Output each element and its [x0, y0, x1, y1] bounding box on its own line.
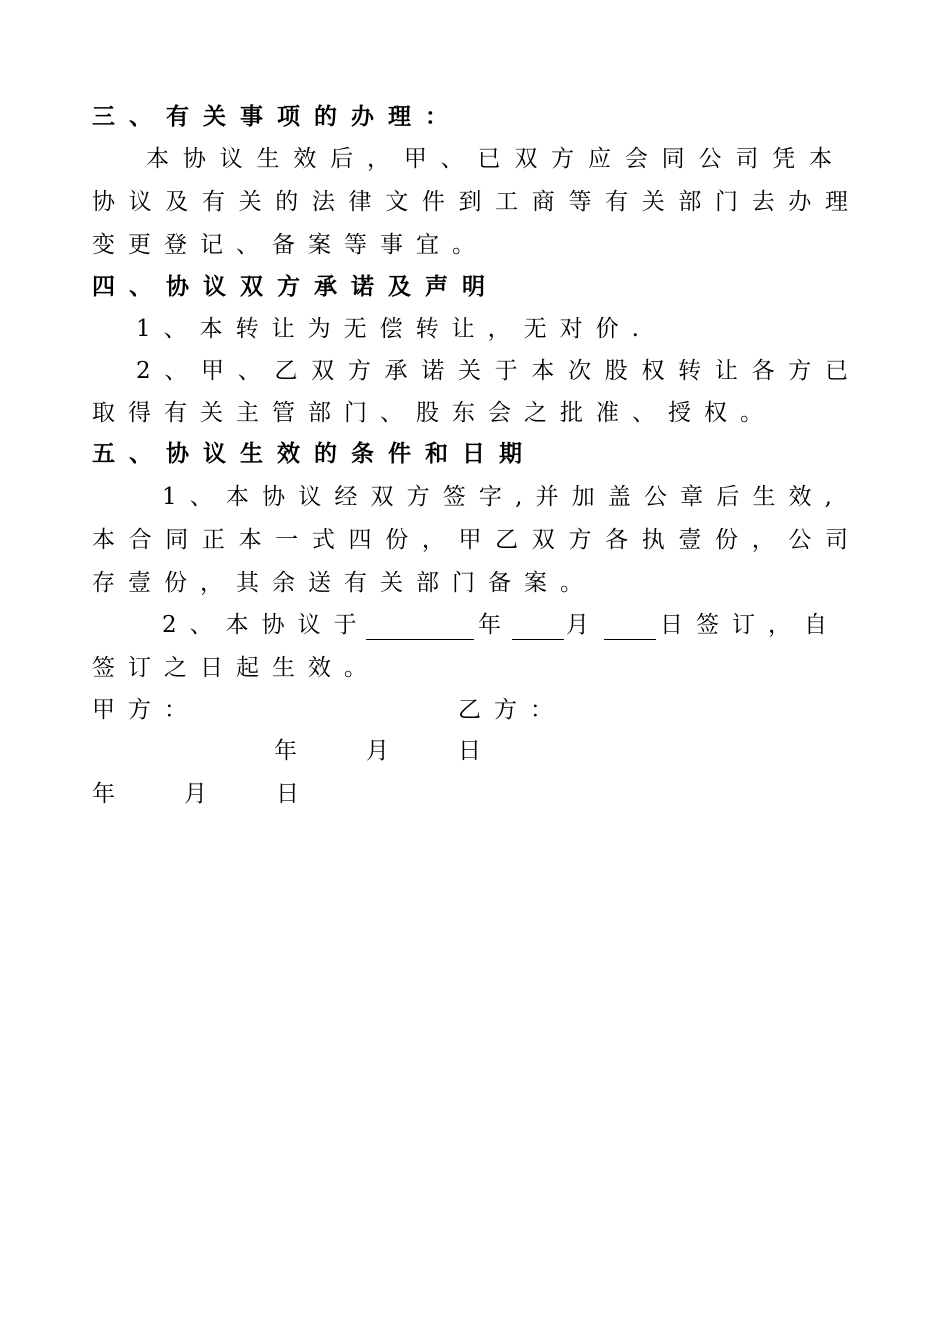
date-2-day: 日 — [276, 781, 299, 807]
signature-date-row-1 — [0, 731, 950, 771]
signature-parties-row — [0, 690, 950, 730]
section-5-item-1-line-3: 存壹份，其余送有关部门备案。 — [92, 570, 596, 596]
signature-date-row-2 — [0, 774, 950, 814]
date-2-month: 月 — [184, 781, 207, 807]
section-5-item-1-line-2: 本合同正本一式四份，甲乙双方各执壹份，公司 — [92, 527, 848, 553]
section-3-heading: 三、有关事项的办理： — [92, 103, 462, 130]
section-5-item-2-line-2: 签订之日起生效。 — [92, 655, 380, 681]
month-label: 月 — [566, 612, 589, 638]
date-1-day: 日 — [458, 738, 481, 764]
year-label: 年 — [478, 612, 501, 638]
section-3-paragraph-line-2: 协议及有关的法律文件到工商等有关部门去办理 — [92, 189, 848, 215]
section-4-heading: 四、协议双方承诺及声明 — [92, 273, 499, 300]
day-label-and-suffix: 日签订，自 — [660, 612, 840, 638]
date-sentence-prefix: 2、本协议于 — [162, 612, 370, 638]
section-4-item-2-line-1: 2、甲、乙双方承诺关于本次股权转让各方已 — [136, 358, 848, 384]
day-blank-line — [604, 605, 656, 640]
section-3-paragraph-line-1: 本协议生效后，甲、已双方应会同公司凭本 — [146, 146, 832, 172]
party-a-label: 甲方： — [92, 697, 200, 723]
section-4-item-1: 1、本转让为无偿转让，无对价. — [136, 316, 652, 342]
month-blank-line — [512, 605, 564, 640]
date-2-year: 年 — [92, 781, 115, 807]
section-4-item-2-line-2: 取得有关主管部门、股东会之批准、授权。 — [92, 400, 776, 426]
date-1-year: 年 — [274, 738, 297, 764]
section-5-item-2-line-1 — [0, 605, 950, 645]
section-5-item-1-line-1: 1、本协议经双方签字,并加盖公章后生效, — [162, 484, 832, 510]
section-3-paragraph-line-3: 变更登记、备案等事宜。 — [92, 232, 488, 258]
date-1-month: 月 — [366, 738, 389, 764]
section-5-heading: 五、协议生效的条件和日期 — [92, 440, 536, 467]
party-b-label: 乙方： — [458, 697, 566, 723]
year-blank-line — [366, 605, 474, 640]
